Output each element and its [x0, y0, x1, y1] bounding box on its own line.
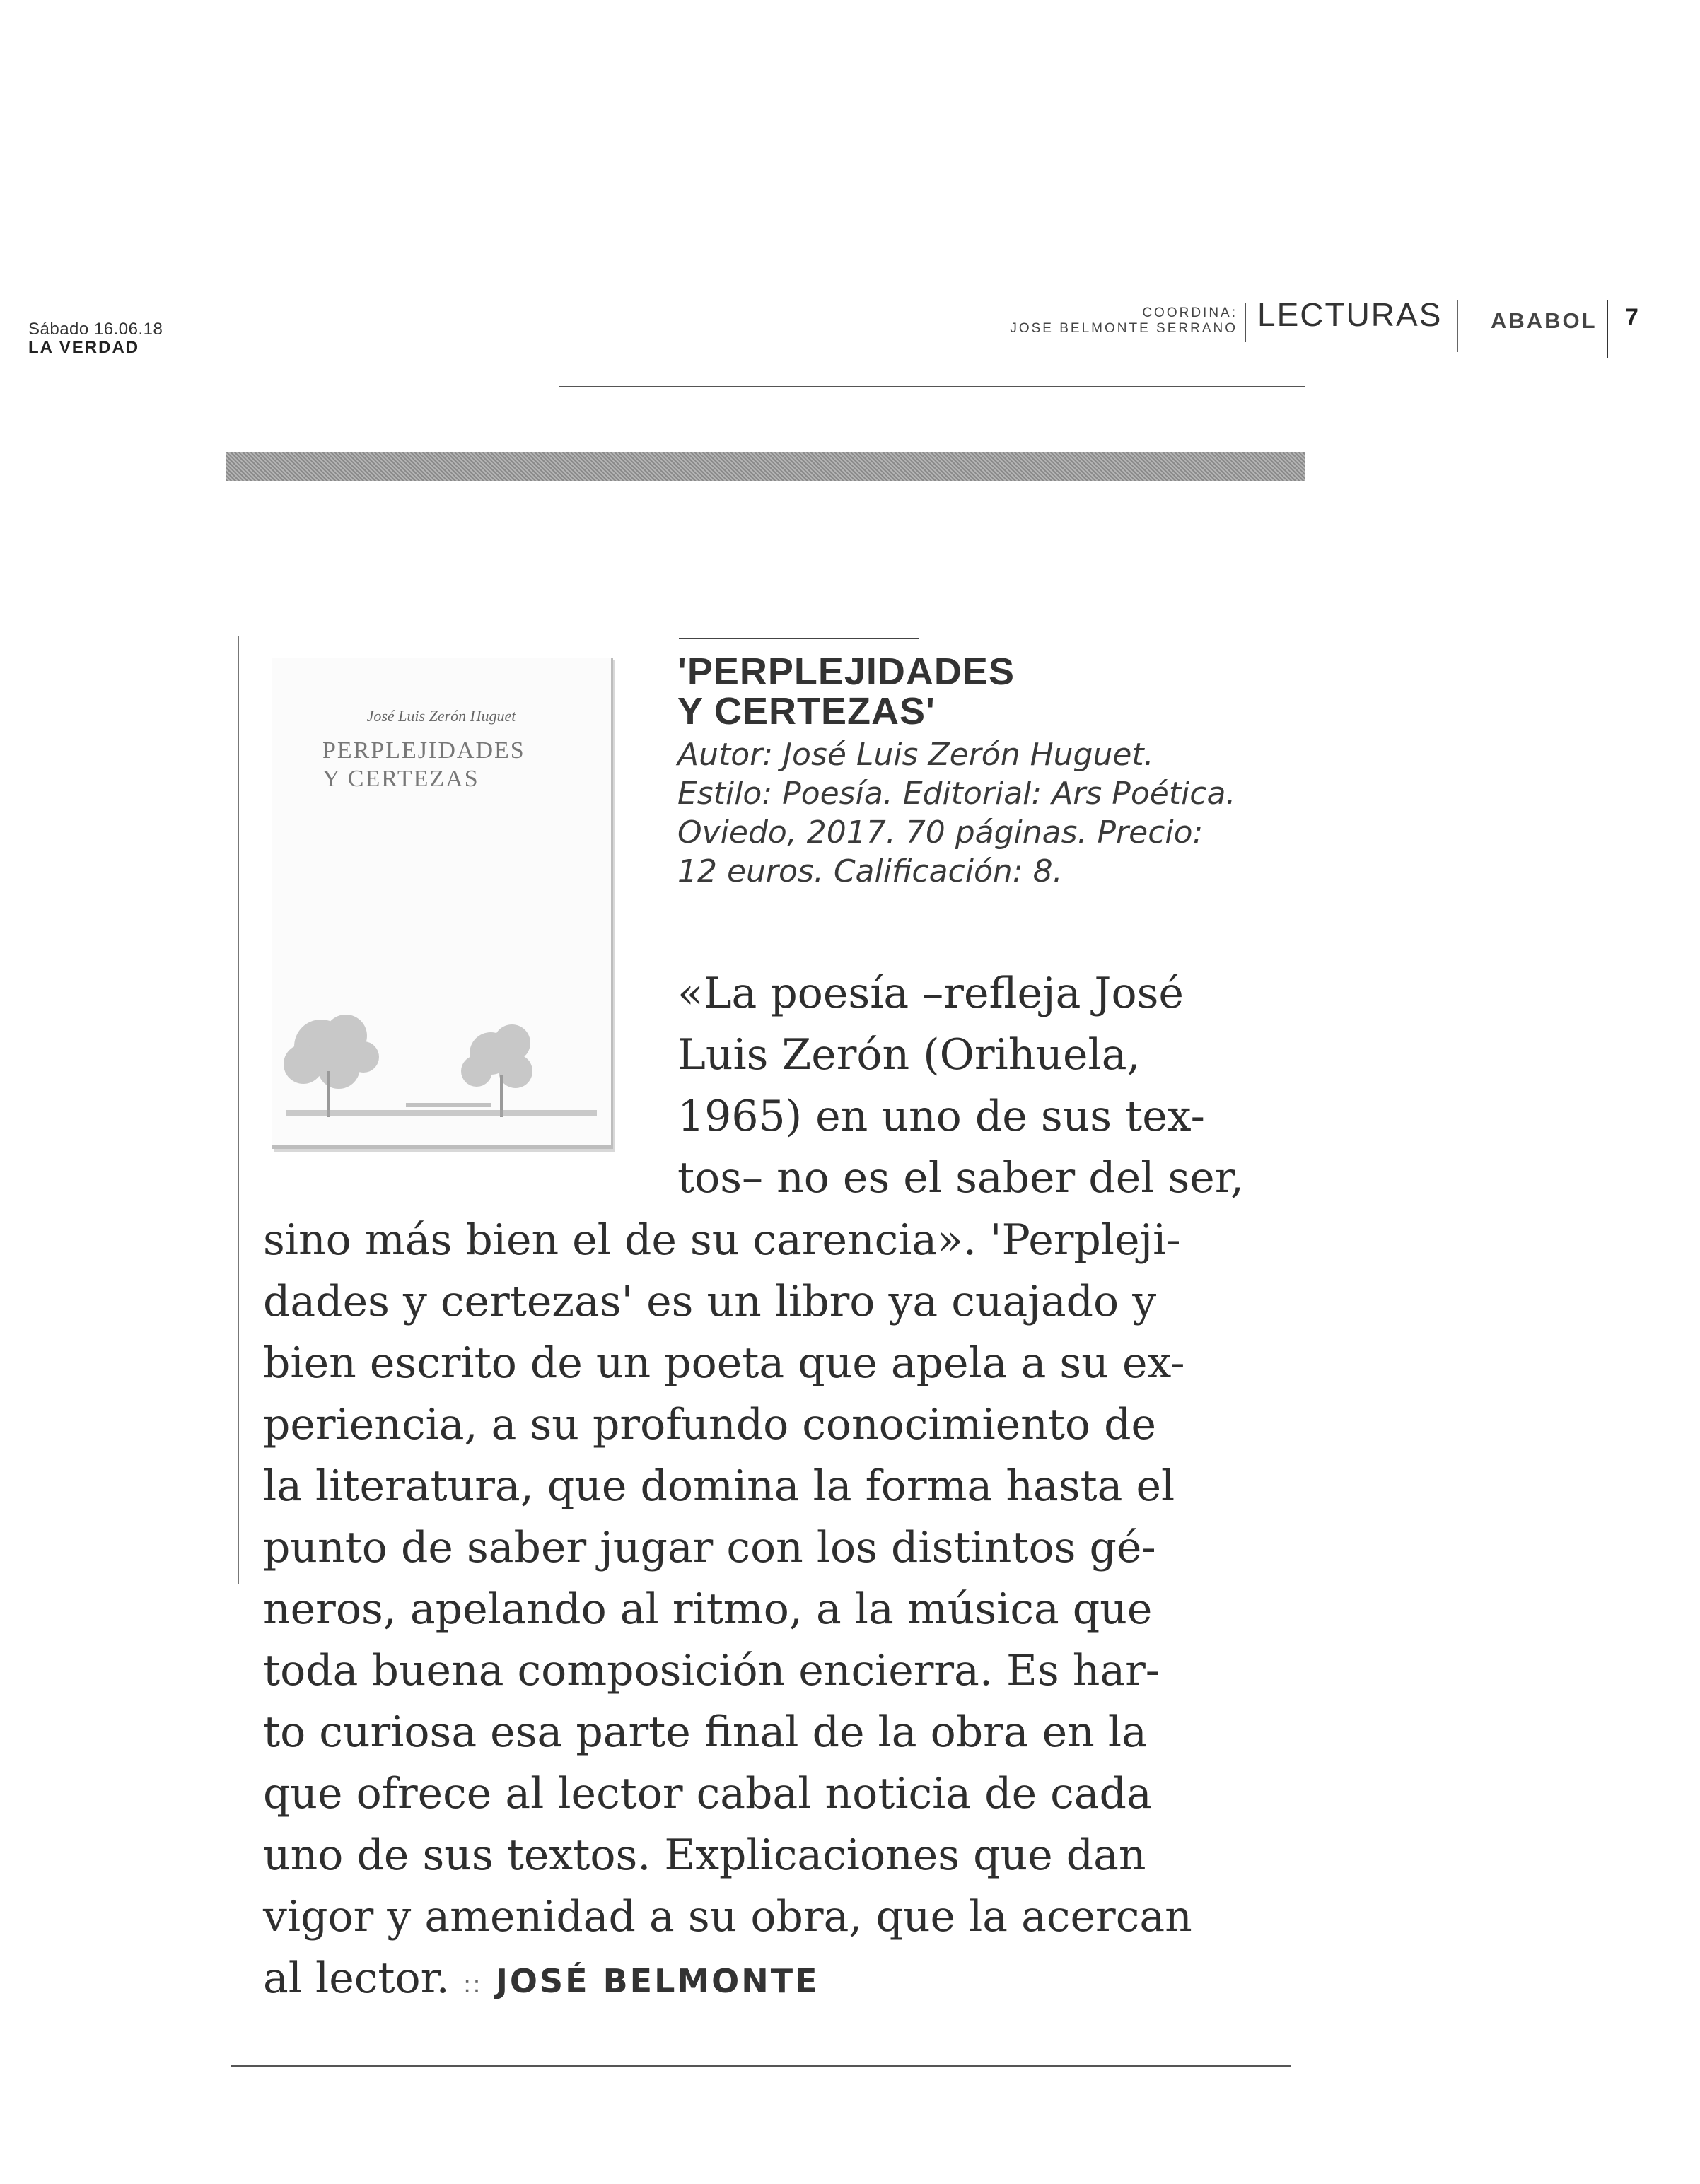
coordinator-name: JOSE BELMONTE SERRANO — [1010, 321, 1238, 336]
book-details-line: 12 euros. Calificación: 8. — [677, 853, 1063, 889]
body-line: periencia, a su profundo conocimiento de — [263, 1400, 1157, 1449]
body-line: Luis Zerón (Orihuela, — [677, 1030, 1141, 1080]
body-line: «La poesía –refleja José — [677, 969, 1184, 1018]
review-body-intro — [677, 963, 1244, 1209]
cover-trees-illustration — [279, 1004, 604, 1131]
footer-rule — [231, 2065, 1291, 2067]
title-rule — [679, 638, 919, 639]
review-title — [677, 652, 1015, 731]
review-title-line: 'PERPLEJIDADES — [677, 650, 1015, 693]
body-line: neros, apelando al ritmo, a la música que — [263, 1584, 1153, 1634]
body-line: sino más bien el de su carencia». 'Perpleji- — [263, 1215, 1181, 1265]
body-line: bien escrito de un poeta que apela a su ex- — [263, 1338, 1185, 1388]
section-band — [226, 452, 1305, 481]
body-line: toda buena composición encierra. Es har- — [263, 1646, 1160, 1695]
body-line: la literatura, que domina la forma hasta el — [263, 1461, 1175, 1511]
review-body — [263, 1210, 1192, 2016]
header-divider — [1457, 300, 1458, 352]
body-line: uno de sus textos. Explicaciones que dan — [263, 1830, 1146, 1880]
coordinator-block — [983, 305, 1238, 337]
body-line: dades y certezas' es un libro ya cuajado y — [263, 1277, 1157, 1326]
book-details-line: Autor: José Luis Zerón Huguet. — [677, 737, 1154, 773]
book-cover-image — [272, 658, 613, 1149]
byline-author: JOSÉ BELMONTE — [495, 1962, 820, 2000]
header-divider — [1245, 303, 1246, 342]
review-title-line: Y CERTEZAS' — [677, 690, 936, 732]
body-line: to curiosa esa parte final de la obra en la — [263, 1707, 1147, 1757]
section-title: LECTURAS — [1257, 296, 1443, 333]
supplement-name: ABABOL — [1491, 308, 1597, 333]
cover-title — [322, 737, 525, 793]
body-line: tos– no es el saber del ser, — [677, 1153, 1244, 1203]
book-details — [677, 735, 1235, 891]
newspaper-name: LA VERDAD — [28, 338, 140, 357]
cover-title-line: Y CERTEZAS — [322, 766, 479, 792]
edition-date: Sábado 16.06.18 — [28, 320, 163, 339]
body-final-text: al lector. — [263, 1954, 450, 2003]
body-line: 1965) en uno de sus tex- — [677, 1092, 1205, 1141]
cover-author: José Luis Zerón Huguet — [366, 707, 516, 725]
body-line: vigor y amenidad a su obra, que la acercan — [263, 1892, 1192, 1941]
body-last-line — [263, 1948, 1192, 2016]
body-line: punto de saber jugar con los distintos gé- — [263, 1523, 1156, 1572]
header-divider — [1607, 300, 1608, 358]
header-rule — [559, 386, 1305, 387]
book-details-line: Oviedo, 2017. 70 páginas. Precio: — [677, 814, 1204, 851]
cover-title-line: PERPLEJIDADES — [322, 737, 525, 764]
page-number: 7 — [1625, 304, 1638, 331]
book-details-line: Estilo: Poesía. Editorial: Ars Poética. — [677, 776, 1236, 812]
coordinator-role: COORDINA: — [1142, 305, 1238, 320]
column-rule — [238, 636, 239, 1584]
byline-separator: :: — [462, 1970, 482, 1999]
body-line: que ofrece al lector cabal noticia de cada — [263, 1769, 1152, 1818]
